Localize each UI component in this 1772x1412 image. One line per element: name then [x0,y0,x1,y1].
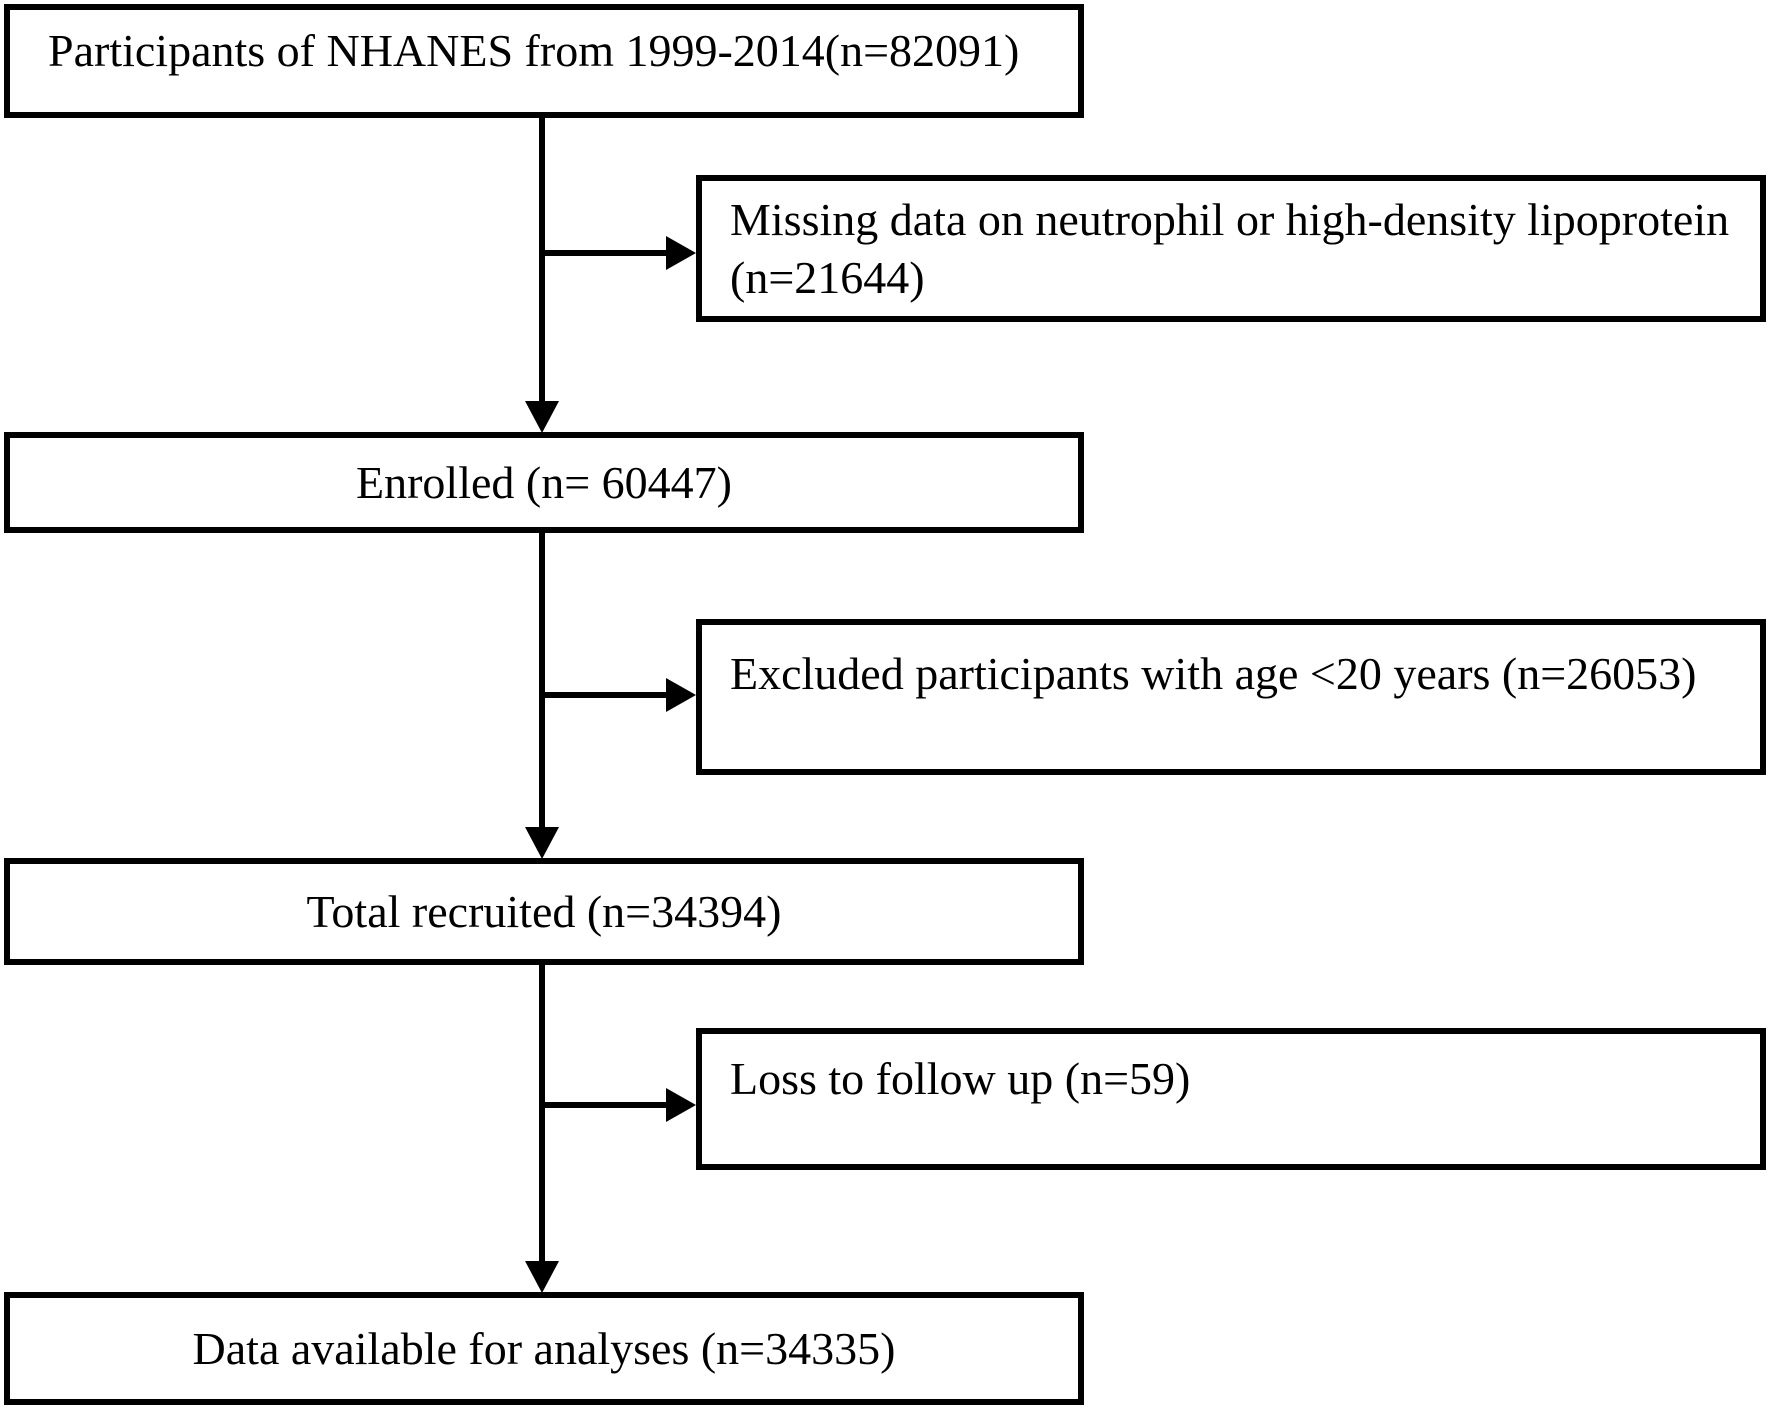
node-missing-data [696,175,1766,322]
arrowhead-down-available-icon [525,1261,559,1293]
node-enrolled-label: Enrolled (n= 60447) [356,456,732,508]
connector-branch-loss [542,1102,668,1108]
arrowhead-down-enrolled-icon [525,401,559,433]
arrowhead-right-loss-icon [666,1088,696,1122]
connector-branch-missing [542,250,668,256]
node-participants [4,4,1084,118]
node-excluded-age-label: Excluded participants with age <20 years (n=26053) [730,648,1697,699]
node-excluded-age [696,619,1766,775]
node-loss-to-follow-up-label: Loss to follow up (n=59) [730,1053,1191,1104]
connector-enrolled-recruited [539,533,545,828]
node-data-available [4,1292,1084,1405]
node-participants-label: Participants of NHANES from 1999-2014(n=82091) [48,25,1020,76]
node-data-available-label: Data available for analyses (n=34335) [192,1322,896,1374]
node-loss-to-follow-up [696,1028,1766,1170]
connector-participants-enrolled [539,118,545,406]
connector-recruited-available [539,965,545,1262]
node-missing-data-label: Missing data on neutrophil or high-density lipoprotein (n=21644) [730,194,1730,303]
arrowhead-right-missing-icon [666,236,696,270]
arrowhead-down-recruited-icon [525,827,559,859]
node-enrolled [4,432,1084,533]
arrowhead-right-excluded-icon [666,678,696,712]
connector-branch-excluded [542,692,668,698]
node-total-recruited-label: Total recruited (n=34394) [306,885,782,937]
node-total-recruited [4,858,1084,965]
